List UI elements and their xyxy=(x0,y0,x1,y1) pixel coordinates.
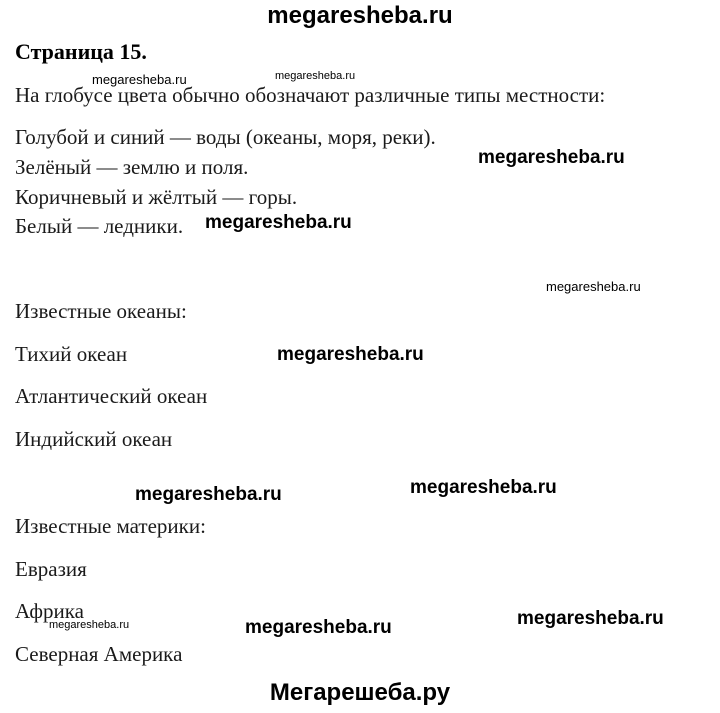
watermark: megaresheba.ru xyxy=(135,484,282,505)
site-header: megaresheba.ru xyxy=(267,2,453,29)
watermark: megaresheba.ru xyxy=(277,344,424,365)
color-line-glaciers: Белый — ледники. xyxy=(15,214,184,238)
page-title: Страница 15. xyxy=(15,39,147,64)
continent-item: Северная Америка xyxy=(15,642,183,666)
color-line-land: Зелёный — землю и поля. xyxy=(15,155,249,179)
color-line-mountains: Коричневый и жёлтый — горы. xyxy=(15,185,298,209)
ocean-item: Атлантический океан xyxy=(15,384,208,408)
watermark: megaresheba.ru xyxy=(49,619,130,631)
continent-item: Евразия xyxy=(15,557,87,581)
watermark: megaresheba.ru xyxy=(546,279,641,294)
watermark: megaresheba.ru xyxy=(92,72,187,87)
site-footer: Мегарешеба.ру xyxy=(269,679,451,706)
ocean-item: Тихий океан xyxy=(15,342,128,366)
continents-heading: Известные материки: xyxy=(15,514,206,538)
continent-item: Африка xyxy=(15,599,84,623)
watermark: megaresheba.ru xyxy=(275,70,356,82)
watermark: megaresheba.ru xyxy=(205,212,352,233)
color-line-water: Голубой и синий — воды (океаны, моря, реки). xyxy=(15,125,436,149)
watermark: megaresheba.ru xyxy=(517,608,664,629)
watermark: megaresheba.ru xyxy=(410,477,557,498)
watermark: megaresheba.ru xyxy=(245,617,392,638)
intro-line: На глобусе цвета обычно обозначают различные типы местности: xyxy=(15,83,606,107)
ocean-item: Индийский океан xyxy=(15,427,173,451)
oceans-heading: Известные океаны: xyxy=(15,299,187,323)
watermark: megaresheba.ru xyxy=(478,147,625,168)
